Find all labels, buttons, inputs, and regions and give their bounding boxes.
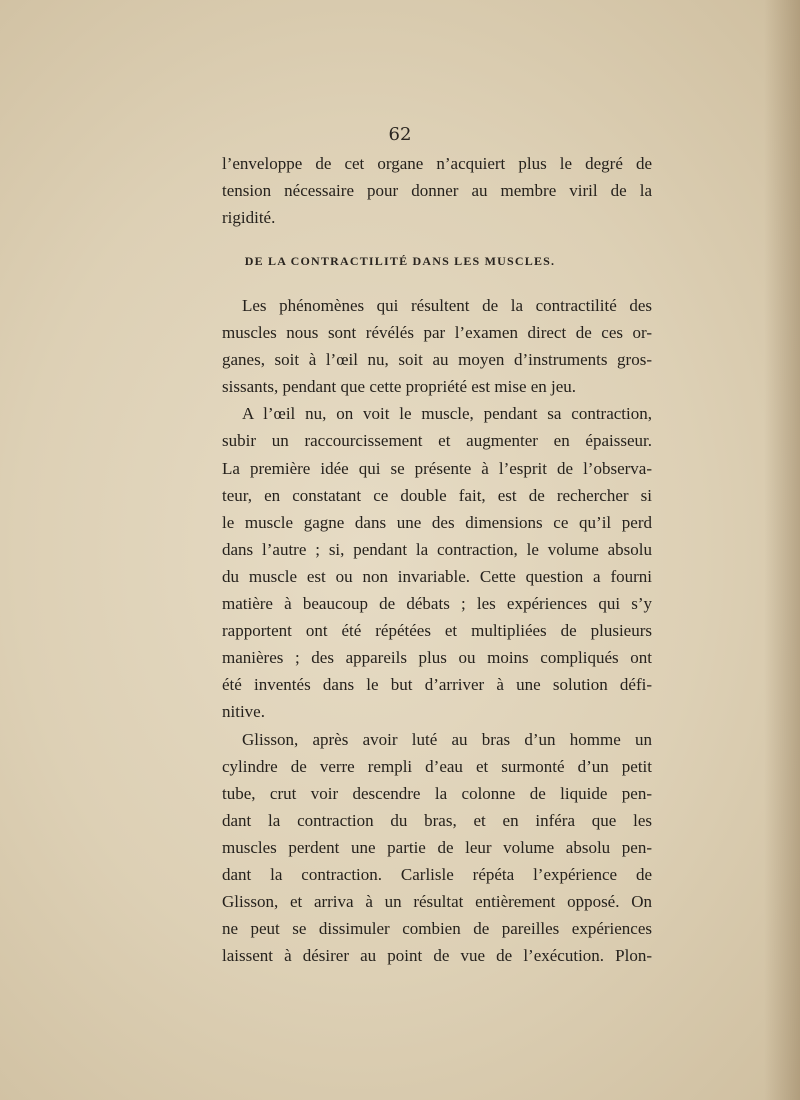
text-line: nitive. — [222, 702, 265, 722]
text-line: tension nécessaire pour donner au membre viril de la — [222, 181, 652, 201]
text-line: Les phénomènes qui résultent de la contractilité des — [242, 296, 652, 315]
text-line: muscles nous sont révélés par l’examen direct de ces or- — [222, 323, 652, 343]
text-line: A l’œil nu, on voit le muscle, pendant sa contraction, — [242, 404, 652, 424]
text-line: ne peut se dissimuler combien de pareilles expériences — [222, 919, 652, 939]
text-line: rapportent ont été répétées et multipliées de plusieurs — [222, 621, 652, 641]
text-line: laissent à désirer au point de vue de l’exécution. Plon- — [222, 946, 652, 966]
text-line: muscles perdent une partie de leur volume absolu pen- — [222, 837, 652, 857]
text-line: Glisson, après avoir luté au bras d’un homme un — [242, 729, 652, 749]
opening-paragraph — [222, 150, 652, 231]
text-line: sissants, pendant que cette propriété est mise en jeu. — [222, 377, 577, 397]
text-line: dans l’autre ; si, pendant la contraction, le volume absolu — [222, 539, 652, 559]
text-line: dant la contraction du bras, et en inféra que les — [222, 810, 652, 830]
text-line: rigidité. — [222, 208, 276, 228]
text-line: manières ; des appareils plus ou moins compliqués ont — [222, 648, 652, 668]
text-line: Glisson, et arriva à un résultat entièrement opposé. On — [222, 892, 652, 912]
text-line: ganes, soit à l’œil nu, soit au moyen d’instruments gros- — [222, 350, 652, 370]
text-line: l’enveloppe de cet organe n’acquiert plus le degré de — [222, 154, 652, 173]
text-line: tube, crut voir descendre la colonne de liquide pen- — [222, 783, 652, 803]
page-number: 62 — [388, 124, 412, 145]
section-heading: DE LA CONTRACTILITÉ DANS LES MUSCLES. — [244, 254, 556, 268]
text-line: dant la contraction. Carlisle répéta l’expérience de — [222, 864, 652, 884]
text-line: cylindre de verre rempli d’eau et surmonté d’un petit — [222, 756, 652, 776]
text-line: été inventés dans le but d’arriver à une solution défi- — [222, 675, 652, 695]
body-paragraphs — [222, 292, 652, 969]
text-line: La première idée qui se présente à l’esprit de l’observa- — [222, 458, 652, 478]
text-line: le muscle gagne dans une des dimensions ce qu’il perd — [222, 512, 652, 532]
text-line: matière à beaucoup de débats ; les expériences qui s’y — [222, 594, 652, 614]
text-line: du muscle est ou non invariable. Cette question a fourni — [222, 566, 652, 586]
page-edge-shadow — [764, 0, 800, 1100]
text-line: subir un raccourcissement et augmenter en épaisseur. — [222, 431, 652, 451]
text-line: teur, en constatant ce double fait, est de rechercher si — [222, 485, 652, 505]
